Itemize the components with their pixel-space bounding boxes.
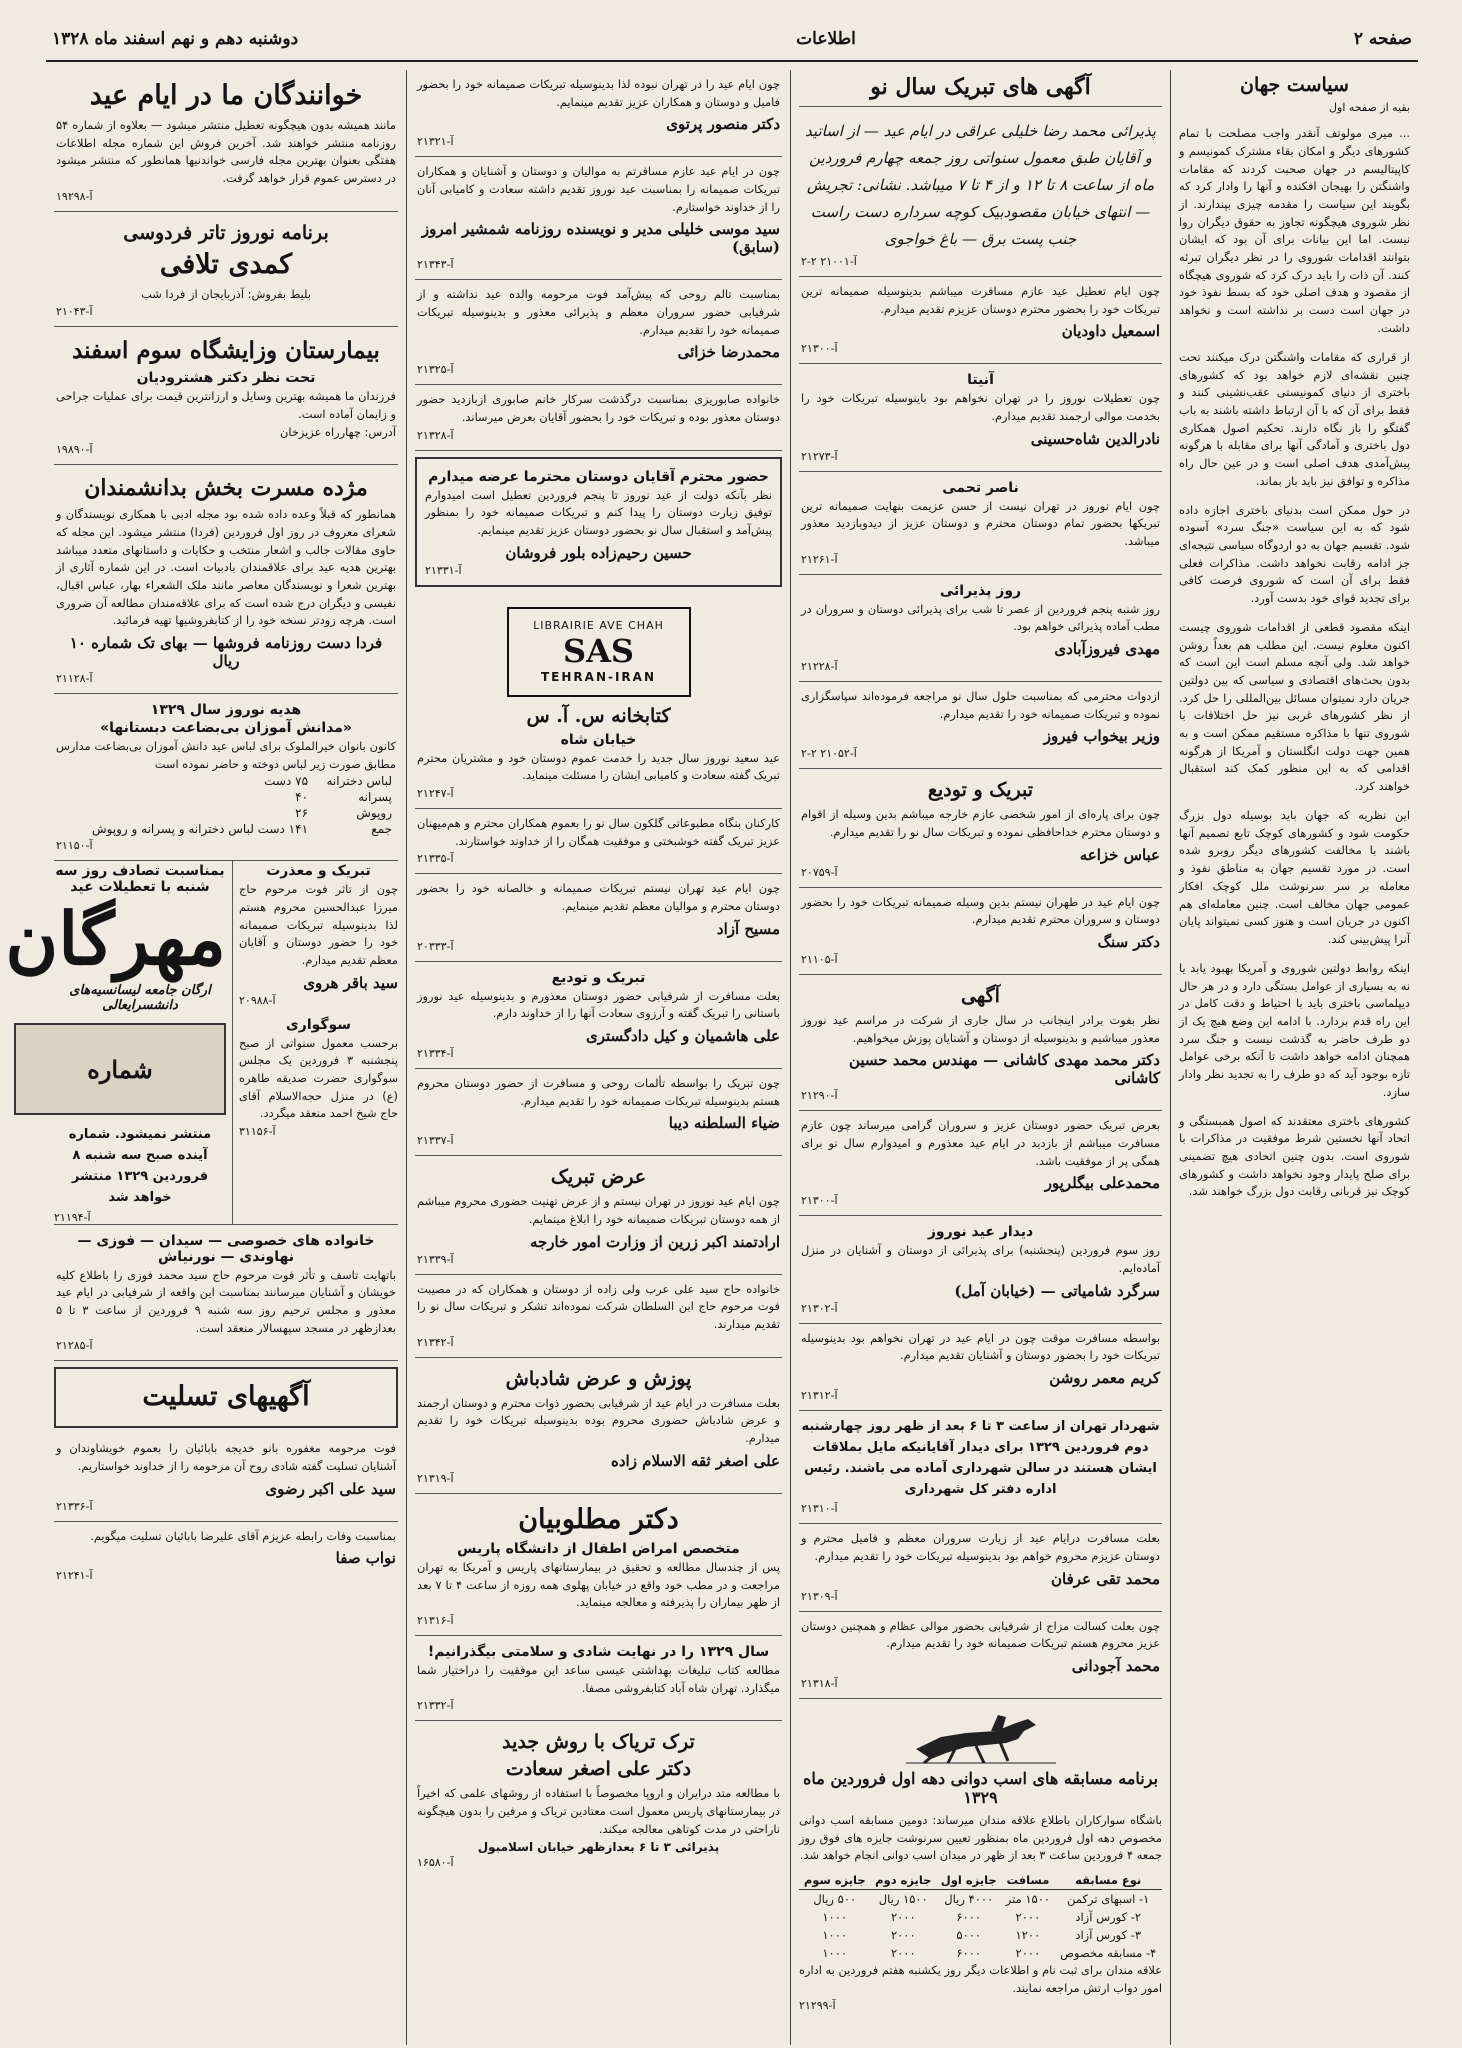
gift-subtitle: «مدانش آموزان بی‌بضاعت دبستانها» [100, 720, 352, 737]
greeting-ad [415, 874, 782, 961]
greeting-ad [799, 112, 1162, 277]
horse-rider-icon [896, 1709, 1066, 1765]
race-cell: ۱۰۰۰ [822, 1910, 848, 1925]
notice-body: شهردار تهران از ساعت ۳ تا ۶ بعد از ظهر روز چهارشنبه دوم فروردین ۱۳۲۹ برای دیدار آقایانیکه مایل بملاقات ایشان هستند در سالن شهرداری آماده می باشند. رئیس اداره دفتر کل شهرداری [801, 1419, 1160, 1497]
gift-item: لباس دخترانه [326, 774, 392, 789]
mourning-body: بمناسبت وفات رابطه عزیزم آقای علیرضا بابائیان تسلیت میگویم. [90, 1528, 396, 1543]
news-body: همانطور که قبلاً وعده داده شده بود مجله ادبی با همکاری نویسندگان و شعرای معروف در روز اول فروردین (فردا) منتشر میشود. این مجله که حاوی مقالات جالب و اشعار منتخب و حکایات و داستانهای متعدد میباشد بهترین هدیه عید برای علاقمندان بادبیات است. در این شماره آثاری از بهترین شعرا و نویسندگان معاصر مانند ملک الشعراء بهار، عباس اقبال، نفیسی و دیگران درج شده است که برای علاقه‌مندان مطالعه آن ضروری است. هرچه زودتر نسخه خود را از کتابفروشیها تهیه فرمائید. [56, 507, 396, 628]
race-cell: ۵۰۰ ریال [813, 1892, 857, 1907]
ad-ref: ۲۱۳۲۱-آ [417, 135, 454, 149]
continued-note: بقیه از صفحه اول [1329, 101, 1410, 114]
families-title: خانواده های خصوصی — سیدان — فوزی — نهاوندی — نورنیاش [77, 1232, 375, 1265]
theater-ad [54, 212, 398, 328]
greeting-ad [799, 1612, 1162, 1699]
ad-ref: ۲۱۲۹۰-آ [801, 1089, 838, 1103]
ad-body: روز شنبه پنجم فروردین از عصر تا شب برای پذیرائی دوستان و سروران در مطب آماده پذیرائی خواهم بود. [801, 601, 1160, 634]
ad-ref: ۲۱۳۳۹-آ [417, 1252, 454, 1266]
race-cell: ۴- مسابقه مخصوص [1060, 1946, 1157, 1961]
article-paragraph: این نظریه که جهان باید بوسیله دول بزرگ حکومت شود و کشورهای کوچک تابع تصمیم آنها باشند با مخالفت کشورهای دیگر روبرو شده است. در مورد تقسیم جهان به مناطق نفوذ و معامله بر سر سرنوشت ملل کوچک افکار عمومی جهان مخالف است. چنین معامله‌ای هم اکنون در جریان است و هنوز کسی نمیتواند پایان آنرا پیش‌بینی کند. [1179, 808, 1410, 946]
greeting-ad [799, 1111, 1162, 1216]
race-cell: ۵۰۰۰ [956, 1928, 982, 1943]
ad-signature: محمدعلی بیگلرپور [1044, 1174, 1160, 1193]
ad-ref: ۲۱۳۱۹-آ [417, 1471, 454, 1485]
ad-title: تبریک و تودیع [551, 969, 646, 986]
greeting-ad [415, 385, 782, 450]
gift-item: روپوش [356, 806, 392, 821]
greeting-ad [415, 157, 782, 280]
ad-title: روز پذیرائی [939, 582, 1022, 599]
theater-ref: ۲۱۰۴۳-آ [56, 305, 93, 319]
families-ad [54, 1224, 398, 1362]
race-table-header [799, 1871, 1162, 1890]
ad-body: نظر بفوت برادر اینجانب در سال جاری از شرکت در مراسم عید نوروز معذور میباشیم و بدینوسیله از دوستان و آشنایان پوزش میخواهیم. [801, 1013, 1160, 1045]
mourning-body: فوت مرحومه مغفوره بانو خدیجه بابائیان را بعموم خویشاوندان و آشنایان تسلیت گفته شادی روح آن مرحومه را از خداوند خواستاریم. [56, 1441, 396, 1473]
hospital-director: تحت نظر دکتر هشترودیان [136, 370, 316, 387]
greeting-ad [799, 277, 1162, 364]
health-book-ad [415, 1636, 782, 1721]
ad-body: خانواده صابوریزی بمناسبت درگذشت سرکار خانم صابوری ازبازدید حضور دوستان معذور بوده و تبریکات خود را بحضور آقایان بعرض میرساند. [417, 392, 780, 425]
ad-signature: محمدرضا خزائی [677, 343, 780, 362]
opium-title: ترک تریاک با روش جدید [502, 1731, 695, 1754]
mourning-signature: نواب صفا [335, 1549, 396, 1568]
doctor-ref: ۲۱۳۱۶-آ [417, 1613, 454, 1627]
ad-ref: ۲۱۳۴۲-آ [417, 1335, 454, 1349]
health-book-title: سال ۱۳۲۹ را در نهایت شادی و سلامتی بیگذرانیم! [427, 1643, 770, 1660]
race-col-prize1: جایزه اول [936, 1871, 1001, 1890]
race-cell: ۱۲۰۰ [1015, 1928, 1041, 1943]
issue-date: دوشنبه دهم و نهم اسفند ماه ۱۳۲۸ [52, 29, 299, 49]
ad-title: تبریک و تودیع [927, 779, 1034, 802]
race-cell: ۱۵۰۰ متر [1005, 1892, 1051, 1907]
greeting-ad [799, 682, 1162, 769]
race-cell: ۱۰۰۰ [822, 1928, 848, 1943]
holiday-body: مانند همیشه بدون هیچگونه تعطیل منتشر میشود — بعلاوه از شماره ۵۴ روزنامه منتشر خواهند شد. آخرین فروش این شماره مجله اطلاعات هفتگی بعنوان بهترین مجله فارسی خواندنیها همانطور که منتشر میشود در دسترس عموم قرار خواهد گرفت. [56, 118, 396, 186]
ad-body: روز سوم فروردین (پنجشنبه) برای پذیرائی از دوستان و آشنایان در منزل آماده‌ایم. [801, 1243, 1160, 1276]
ad-signature: ضیاء السلطنه دیبا [668, 1114, 780, 1133]
table-row [799, 1890, 1162, 1909]
race-cell: ۱- اسبهای ترکمن [1067, 1892, 1150, 1907]
greeting-ad [415, 280, 782, 385]
greeting-ad [415, 1069, 782, 1156]
article-paragraph: در حول ممکن است بدنیای باختری اجازه داده شود که به این سیاست «جنگ سرد» آسوده شود. تقسیم جهان به دو اردوگاه سیاسی نتیجه‌ای جز ادامه رقابت نخواهد داشت. مذاکرات فعلی فقط برای آن است که شوروی فرصت کافی برای تجدید قوای خود بدست آورد. [1179, 502, 1410, 605]
ad-signature: علی هاشمیان و کیل دادگستری [585, 1027, 780, 1046]
families-body: باتهایت تاسف و تأثر فوت مرحوم حاج سید محمد فوزی را باطلاع کلیه خویشان و آشنایان میرسانند بمناسبت این واقعه از شرفیابی در ایام عید معذور و مجلس ترحیم روز سه شنبه ۹ فروردین از ساعت ۳ تا ۵ بعدازظهر در مسجد سپهسالار منعقد است. [56, 1267, 396, 1335]
mourning-ad [54, 1434, 398, 1521]
world-politics-title: سیاست جهان [1240, 74, 1349, 96]
race-ref: ۲۱۲۹۹-آ [799, 1999, 836, 2013]
notice-ref: ۲۱۳۱۰-آ [801, 1502, 838, 1516]
table-row [56, 773, 396, 789]
news-ref: ۲۱۱۲۸-آ [56, 672, 93, 686]
ad-ref: ۲۱۳۲۸-آ [417, 428, 454, 442]
holiday-readers-ad [54, 70, 398, 212]
condolence-ad [232, 861, 398, 1223]
ad-ref: ۲-۲ ۲۱۰۵۲-آ [801, 747, 857, 761]
doctor-ad [415, 1494, 782, 1636]
opium-ref: ۱۶۵۸۰-آ [417, 1856, 454, 1870]
gift-item: پسرانه [358, 790, 392, 805]
gift-table [56, 773, 396, 837]
ad-body: چون ایام عید در طهران نیستم بدین وسیله صمیمانه تبریکات خود را بحضور دوستان و سروران محترم تقدیم میدارم. [801, 894, 1160, 927]
ad-ref: ۲۱۳۳۴-آ [417, 1047, 454, 1061]
logo-top-text: LIBRAIRIE AVE CHAH [533, 619, 664, 633]
greeting-ad [415, 1156, 782, 1274]
ad-body: چون ایام تعطیل عید عازم مسافرت میباشم بدینوسیله صمیمانه ترین تبریکات خود را بحضور محترم دوستان عزیزم تقدیم میدارم. [801, 284, 1160, 316]
holiday-title: خوانندگان ما در ایام عید [89, 80, 363, 111]
race-cell: ۲۰۰۰ [890, 1946, 916, 1961]
ad-signature: اسمعیل داودیان [1061, 322, 1160, 341]
greeting-ad [799, 975, 1162, 1111]
ad-title: آنیتا [967, 372, 994, 389]
ad-ref: ۲۱۳۰۰-آ [801, 342, 838, 356]
race-cell: ۱۵۰۰ ریال [878, 1892, 928, 1907]
column-middle-ads [406, 70, 790, 2045]
race-cell: ۲۰۰۰ [890, 1910, 916, 1925]
box-body: نظر بآنکه دولت از عید نوروز تا پنجم فروردین تعطیل است امیدوارم توفیق زیارت دوستان را پیدا کنم و تبریکات صمیمانه خود را بمنظور پیش‌آمد و استقبال سال نو بحضور دوستان عزیز تقدیم مینمایم. [425, 487, 772, 538]
greeting-ad [415, 1358, 782, 1494]
ad-body: پذیرائی محمد رضا خلیلی عراقی در ایام عید — از اساتید و آقایان طبق معمول سنواتی روز جمعه چهارم فروردین ماه از ساعت ۸ تا ۱۲ و از ۴ تا ۷ میباشد. نشانی: تجریش — انتهای خیابان مقصودبیک کوچه سرداره دست راست جنب پست برق — باغ خواجوی [805, 122, 1156, 248]
hospital-ref: ۱۹۸۹۰-آ [56, 443, 93, 457]
race-cell: ۱۰۰۰ [822, 1946, 848, 1961]
ad-signature: مسیح آزاد [716, 919, 780, 938]
greetings-section-title: آگهی های تبریک سال نو [799, 74, 1162, 107]
ad-body: بواسطه مسافرت موقت چون در ایام عید در تهران نخواهم بود بدینوسیله تبریکات خود را بحضور دوستان و آشنایان تقدیم میدارم. [801, 1330, 1160, 1363]
gift-body: کانون بانوان خیرالملوک برای لباس عید دانش آموزان بی‌بضاعت مدارس مطابق صورت زیر لباس دوخته و حاضر نموده است [56, 739, 396, 771]
ad-body: چون تبریک را بواسطه تألمات روحی و مسافرت از حضور دوستان محروم هستم بدینوسیله تبریکات صمیمانه خود را تقدیم میدارم. [417, 1076, 780, 1108]
bookstore-logo [507, 607, 691, 697]
ad-signature: ارادتمند اکبر زرین از وزارت امور خارجه [529, 1232, 780, 1251]
article-paragraph: ... میری مولوتف آنقدر واجب مصلحت با تمام کشورهای دیگر و امکان بقاء مشترک کمونیسم و کاپیتالیسم در جهان صحبت کردند که مقامات واشنگتن را بهیجان افکنده و آنها را وادار کرد که بگویند این سیاست را مقدمه چیزی بپندارند. از نظر شوروی هیچگونه تجاوز به حقوق دیگران روا نیست. اما این بیانات برای آن بود که ایشان بتوانند اقدامات شوروی را در نظر دیگران تبرئه کنند. آن ذات را باید درک کرد که شوروی هیچگاه از مقصود و هدف اصلی خود که بسط نفوذ خود در جهان است دست بر نداشته است و نخواهد داشت. [1179, 126, 1410, 335]
box-signature: حسین رحیم‌زاده بلور فروشان [505, 543, 692, 562]
ad-title: دیدار عید نوروز [927, 1224, 1034, 1241]
mourning-title: آگهیهای تسلیت [142, 1381, 310, 1413]
ad-signature: مهدی فیروزآبادی [1054, 640, 1160, 659]
mehregan-box: شماره [14, 1023, 226, 1115]
ad-signature: سید موسی خلیلی مدیر و نویسنده روزنامه شمشیر امروز (سابق) [421, 220, 780, 257]
table-row [799, 1926, 1162, 1944]
mehregan-tagline: ارگان جامعه لیسانسیه‌های دانشسرایعالی [69, 983, 211, 1014]
news-title: مژده مسرت بخش بدانشمندان [84, 475, 368, 502]
ad-body: چون بعلت کسالت مزاج از شرفیابی بحضور موالی عظام و همچنین دوستان عزیز محروم هستم تبریکات صمیمانه خود را تقدیم میدارم. [801, 1618, 1160, 1651]
health-book-ref: ۲۱۳۳۲-آ [417, 1699, 454, 1713]
greeting-ad [799, 472, 1162, 575]
race-cell: ۲۰۰۰ [1015, 1910, 1041, 1925]
race-cell: ۶۰۰۰ [956, 1946, 982, 1961]
masthead [46, 28, 1418, 62]
opium-treatment-ad [415, 1721, 782, 1877]
ad-body: چون ایام عید را در تهران نبوده لذا بدینوسیله تبریکات صمیمانه خود را بحضور فامیل و دوستان و همکاران عزیز تقدیم مینمایم. [417, 77, 780, 109]
box-title: حضور محترم آقایان دوستان محترما عرضه میدارم [428, 468, 769, 485]
gift-count: ۱۴۱ دست لباس دخترانه و پسرانه و روپوش [91, 822, 309, 837]
column-left-ads [5, 70, 406, 2045]
ad-body: ازدوات محترمی که بمناسبت حلول سال نو مراجعه فرموده‌اند سپاسگزاری نموده و تبریکات صمیمانه خود را تقدیم میدارم. [801, 689, 1160, 721]
ad-ref: ۲۱۳۱۸-آ [801, 1677, 838, 1690]
gift-count: ۷۵ دست [264, 774, 309, 789]
race-cell: ۲۰۰۰ [1015, 1946, 1041, 1961]
comedy-title: کمدی تلافی [159, 248, 293, 280]
magazine-news-ad [54, 465, 398, 694]
ad-signature: نادرالدین شاه‌حسینی [1030, 429, 1160, 448]
sog-body: برحسب معمول سنواتی از صبح پنجشنبه ۳ فروردین یک مجلس سوگواری حضرت صدیقه طاهره (ع) در منزل حجه‌الاسلام آقای حاج شیخ احمد منعقد میگردد. [239, 1035, 398, 1121]
condolence-signature: سید باقر هروی [303, 973, 398, 992]
hospital-body: فرزندان ما همیشه بهترین وسایل و ارزانترین قیمت برای عملیات جراحی و زایمان آماده است. [56, 389, 396, 422]
table-row [56, 821, 396, 837]
greeting-ad [799, 364, 1162, 471]
table-row [56, 789, 396, 805]
ad-body: چون ایام عید نوروز در تهران نیستم و از عرض تهنیت حضوری محروم میباشم از همه دوستان تبریکات صمیمانه خود را ابلاغ مینمایم. [417, 1194, 780, 1227]
opium-address: پذیرائی ۳ تا ۶ بعدازظهر خیابان اسلامبول [477, 1840, 720, 1855]
families-ref: ۲۱۲۸۵-آ [56, 1339, 93, 1353]
ad-body: کارکنان بنگاه مطبوعاتی گلکون سال نو را بعموم همکاران محترم و هم‌میهنان عزیز تبریک گفته خوشبختی و موفقیت همگان را از خداوند خواستارند. [417, 816, 780, 848]
theater-title: برنامه نوروز تاتر فردوسی [123, 221, 329, 244]
bookstore-address: خیابان شاه [560, 731, 637, 748]
opium-doctor: دکتر علی اصغر سعادت [505, 1758, 692, 1781]
ad-ref: ۲۱۳۲۵-آ [417, 363, 454, 377]
sog-ref: ۳۱۱۵۶-آ [239, 1125, 276, 1139]
race-cell: ۴۰۰۰ ریال [944, 1892, 994, 1907]
race-col-prize2: جایزه دوم [870, 1871, 936, 1890]
ad-signature: کریم معمر روشن [1049, 1369, 1160, 1388]
gift-title: هدیه نوروز سال ۱۳۲۹ [150, 702, 302, 719]
ad-ref: ۲۱۲۶۱-آ [801, 552, 838, 566]
ad-title: عرض تبریک [550, 1166, 647, 1189]
ad-signature: دکتر سنگ [1097, 933, 1160, 952]
doctor-body: پس از چندسال مطالعه و تحقیق در بیمارستانهای پاریس و آمریکا به تهران مراجعت و در مطب خود واقع در خیابان پهلوی همه روزه از ساعت ۴ تا ۷ بعد از ظهر بیماران را پذیرفته و معالجه مینماید. [417, 1559, 781, 1610]
table-row [56, 805, 396, 821]
article-paragraph: از قراری که مقامات واشنگتن درک میکنند تحت چنین نقشه‌ای لازم خواهد بود که کشورهای باختری از دنیای کمونیستی عقب‌نشینی کنند و فقط برای آن که با آن ارتباط داشته باشند به باب گفتگو را باز نگاه دارند. تحکیم اصول همکاری دول باختری و آمادگی آنها برای مقابله با هرگونه پیش‌آمدی هدف اصلی است و در عین حال راه مذاکره و توافق نیز باید باز بماند. [1179, 349, 1410, 488]
ad-title: پوزش و عرض شادباش [505, 1367, 692, 1390]
condolence-ref: ۲۰۹۸۸-آ [239, 993, 276, 1007]
columns [5, 70, 1418, 2045]
theater-info: بلیط بفروش: آذربایجان از فردا شب [141, 286, 311, 301]
doctor-name: دکتر مطلوبیان [518, 1503, 679, 1535]
gift-count: ۲۶ [295, 806, 309, 821]
greeting-ad [415, 70, 782, 157]
ad-body: چون در ایام عید عازم مسافرتم به موالیان و دوستان و آشنایان و همکاران تبریکات صمیمانه را بمناسبت عید نوروز تقدیم داشته سعادت و کامیابی آنان را از خداوند خواستارم. [417, 164, 780, 214]
split-ad-row [5, 861, 398, 1224]
ad-body: چون ایام عید تهران نیستم تبریکات صمیمانه و خالصانه خود را بحضور دوستان محترم و موالیان معظم تقدیم مینمایم. [417, 881, 780, 914]
hospital-ad [54, 327, 398, 465]
race-cell: ۳- کورس آزاد [1075, 1928, 1142, 1943]
box-ref: ۲۱۳۳۱-آ [425, 563, 462, 577]
ad-ref: ۲۱۳۴۳-آ [417, 258, 454, 272]
page-number: صفحه ۲ [1353, 29, 1412, 49]
doctor-specialty: متخصص امراض اطفال از دانشگاه پاریس [457, 1540, 740, 1557]
race-cell: ۲۰۰۰ [890, 1928, 916, 1943]
horse-race-ad [799, 1709, 1162, 2012]
greeting-ad [415, 809, 782, 874]
hospital-title: بیمارستان وزایشگاه سوم اسفند [72, 337, 380, 365]
ad-body: بمناسبت تالم روحی که پیش‌آمد فوت مرحومه والده عید نداشته و از شرفیابی حضور سروران معظم و پذیرائی معذور و بدینوسیله تبریکات صمیمانه خود را تقدیم میدارم. [417, 287, 780, 337]
mourning-ref: ۲۱۳۳۶-آ [56, 1499, 93, 1513]
boxed-announcement [415, 457, 782, 587]
holiday-ref: ۱۹۲۹۸-آ [56, 189, 93, 203]
race-col-type: نوع مسابقه [1054, 1871, 1162, 1890]
table-row [799, 1944, 1162, 1962]
bookstore-title: کتابخانه س. آ. س [526, 704, 671, 727]
health-book-body: مطالعه کتاب تبلیغات بهداشتی عیسی ساعد این موفقیت را دراختیار شما میگذارد. تهران شاه آباد کتابفروشی مصفا. [417, 1662, 780, 1695]
gift-item: جمع [371, 822, 392, 837]
race-table [799, 1871, 1162, 1962]
gift-ref: ۲۱۱۵۰-آ [56, 839, 93, 853]
ad-ref: ۲۱۳۳۷-آ [417, 1134, 454, 1148]
mourning-ads [54, 1367, 398, 1428]
ad-body: بعرض تبریک حضور دوستان عزیز و سروران گرامی میرساند چون عازم مسافرت میباشم از بازدید در ایام عید معذورم و امیدوارم سال نو برای همگی پر از موفقیت باشد. [801, 1118, 1160, 1168]
ad-body: بعلت مسافرت از شرفیابی حضور دوستان معذورم و بدینوسیله عید نوروز باستانی را تبریک گفته و آرزوی سعادت آنها را از خداوند دارم. [417, 988, 780, 1021]
ad-signature: سرگرد شامیاتی — (خیابان آمل) [954, 1281, 1160, 1300]
column-world-politics [1170, 70, 1418, 2045]
race-intro: باشگاه سوارکاران باطلاع علاقه مندان میرساند: دومین مسابقه اسب دوانی مخصوص دهه اول فروردین ماه بمنظور تعیین سرنوشت جایزه های فوق روز جمعه ۴ فروردین ساعت ۳ بعد از ظهر در میدان اسب دوانی انجام خواهد شد. [799, 1813, 1162, 1863]
mehregan-name: مهرگان [5, 896, 226, 982]
ad-signature: علی اصغر ثقه الاسلام زاده [610, 1451, 780, 1470]
ad-ref: ۲۱۳۱۲-آ [801, 1389, 838, 1403]
greeting-ad [799, 1324, 1162, 1411]
ad-title: آگهی [961, 985, 1000, 1008]
mehregan-ref: ۲۱۱۹۴-آ [54, 1210, 91, 1224]
greeting-ad [799, 769, 1162, 887]
table-row [799, 1908, 1162, 1926]
ad-ref: ۲۱۲۲۸-آ [801, 660, 838, 674]
mehregan-intro: بمناسبت تصادف روز سه شنبه با تعطیلات عید [55, 863, 225, 896]
opium-body: با مطالعه متد درایران و اروپا مخصوصاً با استفاده از روشهای علمی که اخیراً در بیمارستانهای پاریس معمول است معتادین تریاک و مرفین را بدون هیچگونه ناراحتی در مدت کوتاهی معالجه میکند. [417, 1786, 780, 1836]
race-col-distance: مسافت [1001, 1871, 1054, 1890]
ad-body: چون ایام نوروز در تهران نیست از حسن عزیمت بنهایت صمیمانه ترین تبریکها بحضور تمام دوستان محترم و دوستان عزیز از دیدوبازدید معذور میباشد. [801, 498, 1160, 549]
article-paragraph: اینکه مقصود قطعی از اقدامات شوروی چیست اکنون معلوم نیست. این مطلب هم بعداً روشن خواهد شد. ولی آنچه مسلم است این است که بدون بحث‌های اقتصادی و سیاسی که بین دولتین جریان دارد نمیتوان مسائل بین‌المللی را حل کرد. از نظر کشورهای غربی نیز حل اختلافات با شوروی تنها با مذاکره مستقیم ممکن است و به همین جهت دولت انگلستان و آمریکا از هرگونه اقدامی که به این منظور کمک کند استقبال خواهند کرد. [1179, 620, 1410, 794]
mehregan-ad [5, 861, 232, 1224]
ad-signature: عباس خزاعه [1079, 845, 1160, 864]
ad-ref: ۲۰۷۵۹-آ [801, 865, 838, 879]
ad-title: ناصر تحمی [942, 479, 1019, 496]
column-greeting-ads [790, 70, 1170, 2045]
article-paragraph: اینکه روابط دولتین شوروی و آمریکا بهبود یابد یا نه به بسیاری از عوامل بستگی دارد و در هر حال دیپلماسی باختری باید با احتیاط و دقت کامل در این راه قدم بردارد. با ادامه این وضع هیچ یک از دو طرف حاضر به گذشت نیست و جنگ سرد همچنان ادامه خواهد داشت تا آنکه برخی عوامل تازه بوجود آید که دو طرف را به تجدید نظر وادار سازد. [1179, 960, 1410, 1099]
condolence-title: تبریک و معذرت [266, 863, 371, 880]
race-title: برنامه مسابقه های اسب دوانی دهه اول فروردین ماه ۱۳۲۹ [802, 1769, 1159, 1807]
ad-signature: دکتر منصور پرتوی [666, 115, 780, 134]
ad-ref: ۲۰۳۳۳-آ [417, 939, 454, 953]
ad-ref: ۲۱۱۰۵-آ [801, 953, 838, 967]
ad-body: چون تعطیلات نوروز را در تهران نخواهم بود باینوسیله تبریکات خود را بخدمت موالی ارجمند تقدیم میدارم. [801, 391, 1160, 424]
ad-signature: محمد آجودانی [1071, 1657, 1160, 1675]
greeting-ad [415, 962, 782, 1069]
greeting-ad [799, 888, 1162, 975]
race-cell: ۶۰۰۰ [956, 1910, 982, 1925]
ad-body: بعلت مسافرت در ایام عید از شرفیابی بحضور ذوات محترم و دوستان ارجمند و عرض شادباش حضوری محروم بوده بدینوسیله تبریکات خود را تقدیم میدارم. [417, 1395, 780, 1446]
greeting-ad [799, 1524, 1162, 1611]
race-cell: ۲- کورس آزاد [1075, 1910, 1142, 1925]
ad-ref: ۲۱۳۳۵-آ [417, 852, 454, 866]
ad-signature: محمد تقی عرفان [1051, 1569, 1160, 1588]
greeting-ad [415, 1275, 782, 1358]
greeting-ad [799, 1216, 1162, 1323]
ad-ref: ۲۱۳۰۲-آ [801, 1301, 838, 1315]
mehregan-body: منتشر نمیشود. شماره آینده صبح سه شنبه ۸ فروردین ۱۳۲۹ منتشر خواهد شد [68, 1127, 212, 1205]
ad-ref: ۲-۲ ۲۱۰۰۱-آ [801, 255, 857, 268]
greeting-ad [799, 575, 1162, 682]
ad-signature: وزیر بیخواب فیروز [1043, 727, 1160, 746]
bookstore-ad [415, 593, 782, 809]
ad-ref: ۲۱۲۷۳-آ [801, 449, 838, 463]
ad-ref: ۲۱۳۰۹-آ [801, 1589, 838, 1603]
hospital-address: آدرس: چهارراه عزیزخان [279, 424, 396, 439]
mourning-ad [54, 1522, 398, 1591]
logo-bottom-text: TEHRAN-IRAN [540, 670, 656, 685]
race-col-prize3: جایزه سوم [799, 1871, 870, 1890]
bookstore-ref: ۲۱۲۴۷-آ [417, 787, 454, 801]
mourning-ref: ۲۱۲۴۱-آ [56, 1569, 93, 1583]
municipality-notice [799, 1411, 1162, 1524]
race-footer: علاقه مندان برای ثبت نام و اطلاعات دیگر روز یکشنبه هفتم فروردین به اداره امور دواب ارتش مراجعه نمایند. [799, 1963, 1162, 1995]
article-paragraph: کشورهای باختری معتقدند که اصول همبستگی و اتحاد آنها نخستین شرط موفقیت در مذاکرات با شوروی است. بدون چنین اتحادی هیچ تضمینی برای صلح پایدار وجود نخواهد داشت و کشورهای کوچک نیز قربانی رقابت دول بزرگ خواهند شد. [1179, 1113, 1410, 1199]
paper-name: اطلاعات [796, 29, 856, 49]
ad-body: خانواده حاج سید علی عرب ولی زاده از دوستان و همکاران که در مصیبت فوت مرحوم حاج ابن السلطان شرکت نموده‌اند تشکر و تبریکات سال نو را تقدیم میدارند. [417, 1281, 780, 1332]
nowruz-gift-ad [54, 694, 398, 861]
condolence-body: چون از تاثر فوت مرحوم حاج میرزا عبدالحسین محروم هستم لذا بدینوسیله تبریکات صمیمانه خود را حضور دوستان و آقایان معظم تقدیم میدارم. [239, 882, 398, 968]
gift-count: ۴۰ [295, 790, 309, 805]
ad-ref: ۲۱۳۰۰-آ [801, 1194, 838, 1208]
logo-main-text: SAS [562, 632, 635, 671]
sog-title: سوگواری [285, 1016, 352, 1033]
ad-body: بعلت مسافرت درایام عید از زیارت سروران معظم و فامیل محترم و دوستان عزیزم محروم خواهم بود بدینوسیله تبریکات خود را تقدیم میدارم. [801, 1531, 1160, 1563]
news-footer: فردا دست روزنامه فروشها — بهای تک شماره ۱۰ ریال [69, 634, 383, 671]
bookstore-body: عید سعید نوروز سال جدید را خدمت عموم دوستان خود و مشتریان محترم تبریک گفته سعادت و کامیابی ایشان را مسئلت مینماید. [417, 750, 780, 783]
mourning-signature: سید علی اکبر رضوی [265, 1479, 396, 1498]
ad-body: چون برای پاره‌ای از امور شخصی عازم خارجه میباشم بدین وسیله از اقوام و دوستان محترم خداحافظی نموده و تبریکات سال نو را تقدیم میدارم. [801, 807, 1160, 840]
ad-signature: دکتر محمد مهدی کاشانی — مهندس محمد حسین کاشانی [848, 1051, 1160, 1088]
